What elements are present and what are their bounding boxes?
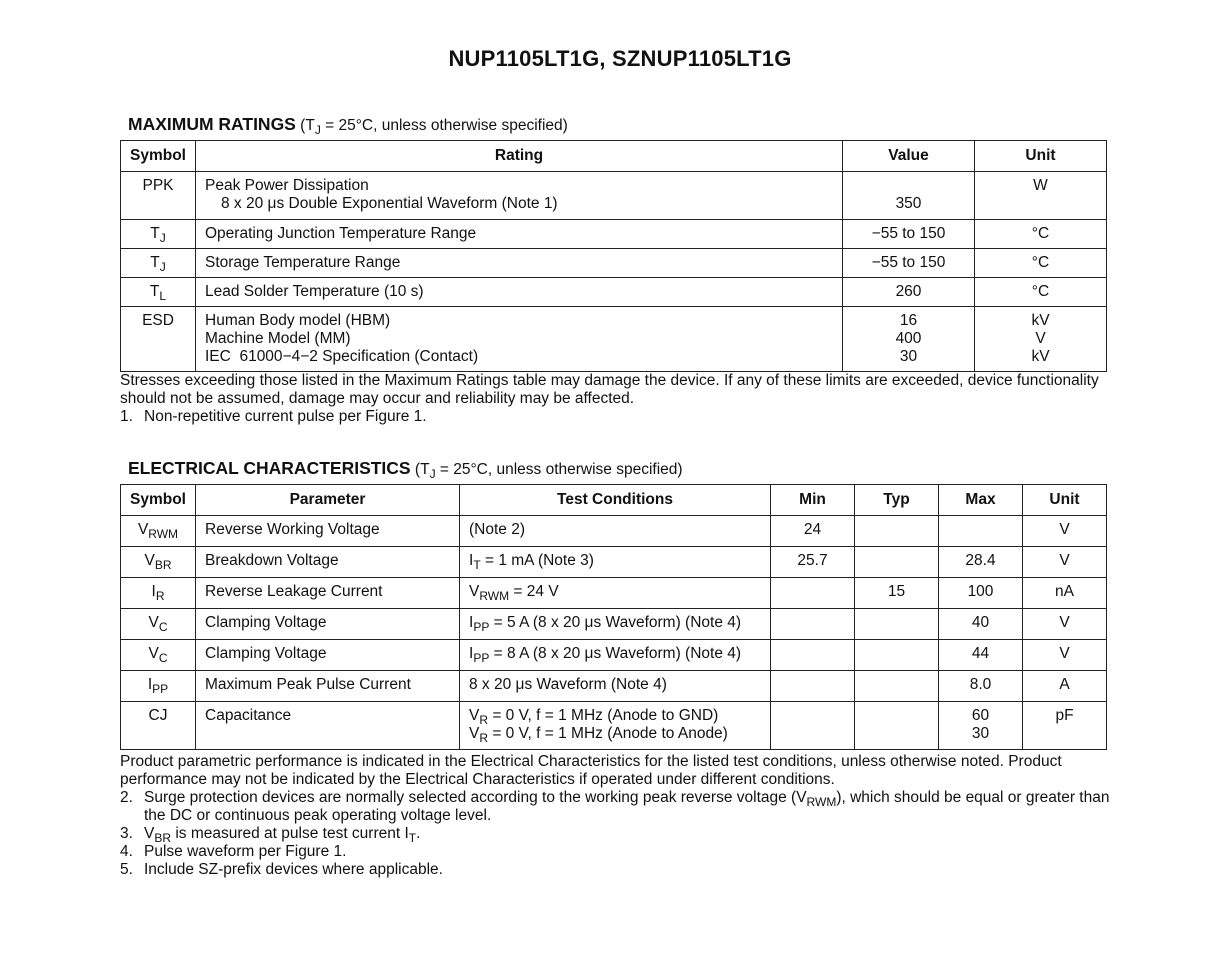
table-row bbox=[121, 172, 1107, 220]
col-typ: Typ bbox=[855, 485, 939, 516]
note-4: 4. Pulse waveform per Figure 1. bbox=[120, 843, 347, 860]
rating-cell: Human Body model (HBM) Machine Model (MM) IEC 61000−4−2 Specification (Contact) bbox=[196, 307, 843, 372]
parameter-cell: Breakdown Voltage bbox=[196, 547, 460, 578]
typ-cell bbox=[855, 547, 939, 578]
symbol-cell: $V_C$ bbox=[121, 609, 196, 640]
table-row bbox=[121, 640, 1107, 671]
typ-cell bbox=[855, 671, 939, 702]
max-cell: 60 30 bbox=[939, 702, 1023, 750]
min-cell: 25.7 bbox=[771, 547, 855, 578]
parameter-cell: Clamping Voltage bbox=[196, 609, 460, 640]
symbol-cell: $V_{RWM}$ bbox=[121, 516, 196, 547]
table-header-row bbox=[121, 141, 1107, 172]
unit-cell: W bbox=[975, 172, 1107, 220]
value-cell: 16 400 30 bbox=[843, 307, 975, 372]
test-cell: $V_{RWM} = 24$ V bbox=[460, 578, 771, 609]
typ-cell bbox=[855, 702, 939, 750]
unit-cell: °C bbox=[975, 249, 1107, 278]
parameter-cell: Capacitance bbox=[196, 702, 460, 750]
min-cell bbox=[771, 609, 855, 640]
max-ratings-heading bbox=[128, 114, 568, 135]
max-ratings-table bbox=[120, 140, 1107, 372]
col-symbol: Symbol bbox=[121, 485, 196, 516]
value-cell: 350 bbox=[843, 172, 975, 220]
symbol-cell: $I_{PP}$ bbox=[121, 671, 196, 702]
elec-char-notes bbox=[120, 753, 1110, 879]
rating-cell: Peak Power Dissipation 8 x 20 μs Double Exponential Waveform (Note 1) bbox=[196, 172, 843, 220]
col-parameter: Parameter bbox=[196, 485, 460, 516]
elec-char-condition: ($T_J = 25^\circ C$, unless otherwise specified) bbox=[414, 461, 683, 481]
note-1: 1. Non-repetitive current pulse per Figure 1. bbox=[120, 408, 427, 425]
parameter-cell: Clamping Voltage bbox=[196, 640, 460, 671]
min-cell bbox=[771, 702, 855, 750]
max-ratings-notes bbox=[120, 372, 1110, 426]
document-title: NUP1105LT1G, SZNUP1105LT1G bbox=[448, 46, 792, 71]
table-row bbox=[121, 307, 1107, 372]
max-cell: 40 bbox=[939, 609, 1023, 640]
min-cell: 24 bbox=[771, 516, 855, 547]
unit-cell: V bbox=[1023, 547, 1107, 578]
elec-char-table bbox=[120, 484, 1107, 750]
elec-char-heading bbox=[128, 458, 683, 479]
parameter-cell: Reverse Working Voltage bbox=[196, 516, 460, 547]
symbol-cell: $T_J$ bbox=[121, 249, 196, 278]
unit-cell: pF bbox=[1023, 702, 1107, 750]
typ-cell: 15 bbox=[855, 578, 939, 609]
table-row bbox=[121, 609, 1107, 640]
symbol-cell: $I_R$ bbox=[121, 578, 196, 609]
elec-char-title: ELECTRICAL CHARACTERISTICS bbox=[128, 458, 411, 478]
max-cell bbox=[939, 516, 1023, 547]
table-row bbox=[121, 249, 1107, 278]
col-unit: Unit bbox=[1023, 485, 1107, 516]
rating-cell: Storage Temperature Range bbox=[196, 249, 843, 278]
test-cell: $V_R = 0$ V, f = 1 MHz (Anode to GND) $V_R = 0$ V, f = 1 MHz (Anode to Anode) bbox=[460, 702, 771, 750]
max-ratings-title: MAXIMUM RATINGS bbox=[128, 114, 296, 134]
table-row bbox=[121, 278, 1107, 307]
test-cell: $I_T = 1$ mA (Note 3) bbox=[460, 547, 771, 578]
symbol-cell: $V_C$ bbox=[121, 640, 196, 671]
symbol-cell: PPK bbox=[121, 172, 196, 220]
table-row bbox=[121, 671, 1107, 702]
stress-note: Stresses exceeding those listed in the Maximum Ratings table may damage the device. If any of these limits are exceeded, device functionality should not be assumed, damage may occur and reliability may be affected. bbox=[120, 372, 1099, 407]
table-header-row bbox=[121, 485, 1107, 516]
rating-cell: Lead Solder Temperature (10 s) bbox=[196, 278, 843, 307]
unit-cell: V bbox=[1023, 640, 1107, 671]
table-row bbox=[121, 547, 1107, 578]
col-rating: Rating bbox=[196, 141, 843, 172]
unit-cell: nA bbox=[1023, 578, 1107, 609]
col-unit: Unit bbox=[975, 141, 1107, 172]
unit-cell: °C bbox=[975, 278, 1107, 307]
performance-note: Product parametric performance is indicated in the Electrical Characteristics for the listed test conditions, unless otherwise noted. Product performance may not be indicated by the Electrical Characteristics if operated under different conditions. bbox=[120, 753, 1062, 788]
max-cell: 100 bbox=[939, 578, 1023, 609]
unit-cell: kV V kV bbox=[975, 307, 1107, 372]
max-cell: 28.4 bbox=[939, 547, 1023, 578]
note-3: 3. $V_{BR}$ is measured at pulse test current $I_T$. bbox=[120, 825, 421, 845]
value-cell: 260 bbox=[843, 278, 975, 307]
max-cell: 44 bbox=[939, 640, 1023, 671]
unit-cell: V bbox=[1023, 516, 1107, 547]
symbol-cell: CJ bbox=[121, 702, 196, 750]
test-cell: $I_{PP} = 8$ A (8 x 20 μs Waveform) (Note 4) bbox=[460, 640, 771, 671]
col-test-conditions: Test Conditions bbox=[460, 485, 771, 516]
typ-cell bbox=[855, 516, 939, 547]
test-cell: 8 x 20 μs Waveform (Note 4) bbox=[460, 671, 771, 702]
symbol-cell: $T_J$ bbox=[121, 220, 196, 249]
max-cell: 8.0 bbox=[939, 671, 1023, 702]
table-row bbox=[121, 220, 1107, 249]
value-cell: −55 to 150 bbox=[843, 220, 975, 249]
parameter-cell: Maximum Peak Pulse Current bbox=[196, 671, 460, 702]
parameter-cell: Reverse Leakage Current bbox=[196, 578, 460, 609]
table-row bbox=[121, 516, 1107, 547]
table-row bbox=[121, 702, 1107, 750]
typ-cell bbox=[855, 640, 939, 671]
col-symbol: Symbol bbox=[121, 141, 196, 172]
unit-cell: A bbox=[1023, 671, 1107, 702]
unit-cell: V bbox=[1023, 609, 1107, 640]
typ-cell bbox=[855, 609, 939, 640]
value-cell: −55 to 150 bbox=[843, 249, 975, 278]
symbol-cell: $T_L$ bbox=[121, 278, 196, 307]
unit-cell: °C bbox=[975, 220, 1107, 249]
col-max: Max bbox=[939, 485, 1023, 516]
test-cell: (Note 2) bbox=[460, 516, 771, 547]
rating-cell: Operating Junction Temperature Range bbox=[196, 220, 843, 249]
symbol-cell: ESD bbox=[121, 307, 196, 372]
note-2: 2. Surge protection devices are normally selected according to the working peak reverse voltage $(V_{RWM})$, which should be equal or greater than the DC or continuous peak operating voltage level. bbox=[120, 789, 1110, 824]
min-cell bbox=[771, 671, 855, 702]
max-ratings-condition: ($T_J = 25^\circ C$, unless otherwise specified) bbox=[300, 117, 568, 137]
col-value: Value bbox=[843, 141, 975, 172]
min-cell bbox=[771, 578, 855, 609]
test-cell: $I_{PP} = 5$ A (8 x 20 μs Waveform) (Note 4) bbox=[460, 609, 771, 640]
table-row bbox=[121, 578, 1107, 609]
note-5: 5. Include SZ-prefix devices where applicable. bbox=[120, 861, 443, 878]
min-cell bbox=[771, 640, 855, 671]
col-min: Min bbox=[771, 485, 855, 516]
symbol-cell: $V_{BR}$ bbox=[121, 547, 196, 578]
